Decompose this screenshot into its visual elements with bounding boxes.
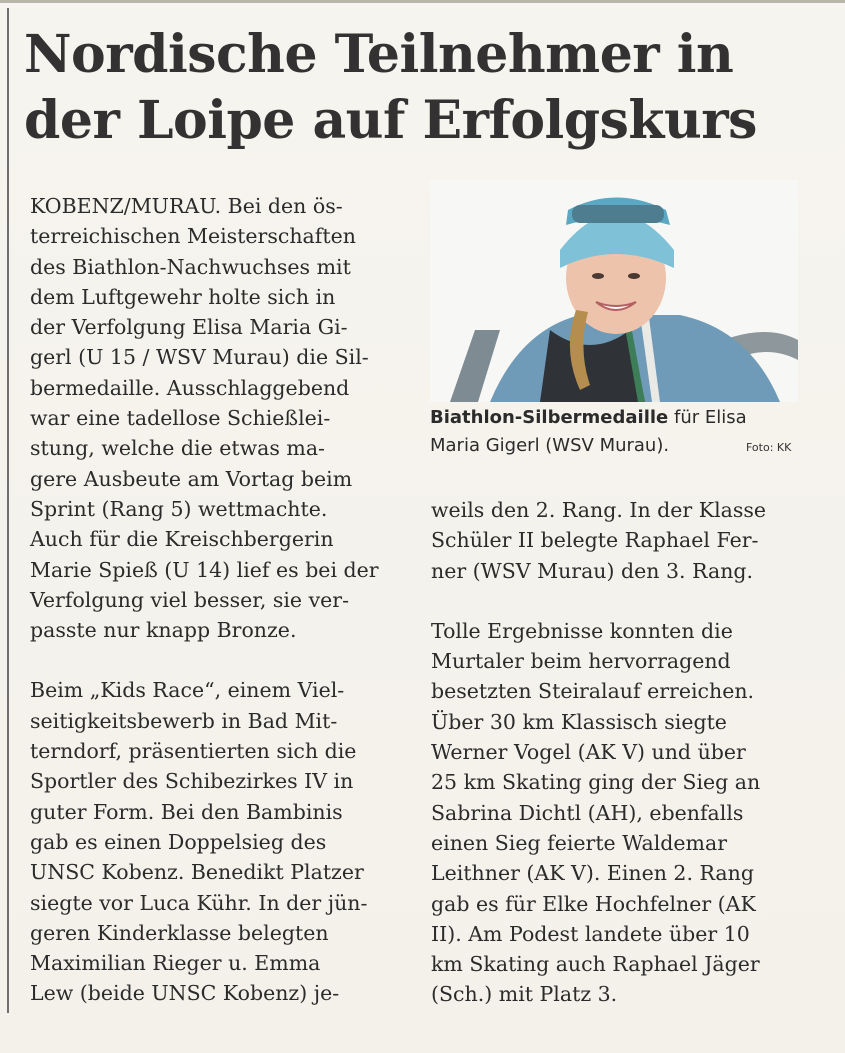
text-line: gab es einen Doppelsieg des [30,829,327,854]
text-line: terreichischen Meisterschaften [30,224,356,249]
text-line: Auch für die Kreischbergerin [30,527,334,552]
right-column [431,495,803,1010]
text-line: passte nur knapp Bronze. [30,618,297,643]
text-line: Über 30 km Klassisch siegte [431,709,727,734]
paragraph-continuation [431,495,803,586]
top-rule [0,0,845,3]
text-line: Werner Vogel (AK V) und über [431,740,746,765]
text-line: km Skating auch Raphael Jäger [431,952,760,977]
paragraph-gap [431,586,803,616]
text-line: Marie Spieß (U 14) lief es bei der [30,557,379,582]
text-line: Lew (beide UNSC Kobenz) je- [30,981,340,1006]
text-line: der Verfolgung Elisa Maria Gi- [30,315,348,340]
text-line: Sabrina Dichtl (AH), ebenfalls [431,800,744,825]
text-line: KOBENZ/MURAU. Bei den ös- [30,194,343,218]
text-line: einen Sieg feierte Waldemar [431,830,727,855]
text-line: Sportler des Schibezirkes IV in [30,769,354,794]
paragraph-gap [30,645,402,675]
text-line: Sprint (Rang 5) wettmachte. [30,496,328,521]
text-line: des Biathlon-Nachwuchses mit [30,254,351,279]
text-line: gerl (U 15 / WSV Murau) die Sil- [30,345,369,370]
text-line: seitigkeitsbewerb in Bad Mit- [30,708,338,733]
text-line: gere Ausbeute am Vortag beim [30,466,353,491]
left-column [30,191,402,1009]
text-line: Murtaler beim hervorragend [431,649,731,674]
article-headline [24,22,824,154]
text-line: weils den 2. Rang. In der Klasse [431,498,767,522]
text-line: siegte vor Luca Kühr. In der jün- [30,890,368,915]
athlete-portrait-illustration [430,180,798,402]
text-line: Tolle Ergebnisse konnten die [431,618,733,643]
text-line: Schüler II belegte Raphael Fer- [431,528,759,553]
paragraph-biathlon [30,191,402,645]
headline-line-2: der Loipe auf Erfolgskurs [24,90,757,151]
text-line: besetzten Steiralauf erreichen. [431,679,755,704]
photo-credit: Foto: KK [746,441,792,454]
text-line: Maximilian Rieger u. Emma [30,951,321,976]
text-line: UNSC Kobenz. Benedikt Platzer [30,860,364,885]
text-line: guter Form. Bei den Bambinis [30,799,343,824]
paragraph-steiralauf [431,616,803,1010]
text-line: Beim „Kids Race“, einem Viel- [30,678,345,703]
text-line: (Sch.) mit Platz 3. [431,982,618,1007]
paragraph-kids-race [30,675,402,1008]
text-line: bermedaille. Ausschlaggebend [30,375,350,400]
text-line: II). Am Podest landete über 10 [431,921,750,946]
text-line: Leithner (AK V). Einen 2. Rang [431,861,754,886]
text-line: terndorf, präsentierten sich die [30,739,357,764]
caption-text-line-2: Maria Gigerl (WSV Murau). [430,435,670,456]
text-line: gab es für Elke Hochfelner (AK [431,891,756,916]
text-line: dem Luftgewehr holte sich in [30,284,336,309]
caption-bold: Biathlon-Silbermedaille [430,407,669,428]
athlete-photo [430,180,798,402]
text-line: geren Kinderklasse belegten [30,920,329,945]
column-rule [7,8,9,1013]
caption-text: für Elisa [668,407,747,428]
text-line: Verfolgung viel besser, sie ver- [30,587,350,612]
text-line: 25 km Skating ging der Sieg an [431,770,761,795]
text-line: ner (WSV Murau) den 3. Rang. [431,558,754,583]
text-line: stung, welche die etwas ma- [30,436,325,461]
text-line: war eine tadellose Schießlei- [30,406,331,431]
headline-line-1: Nordische Teilnehmer in [24,24,734,85]
